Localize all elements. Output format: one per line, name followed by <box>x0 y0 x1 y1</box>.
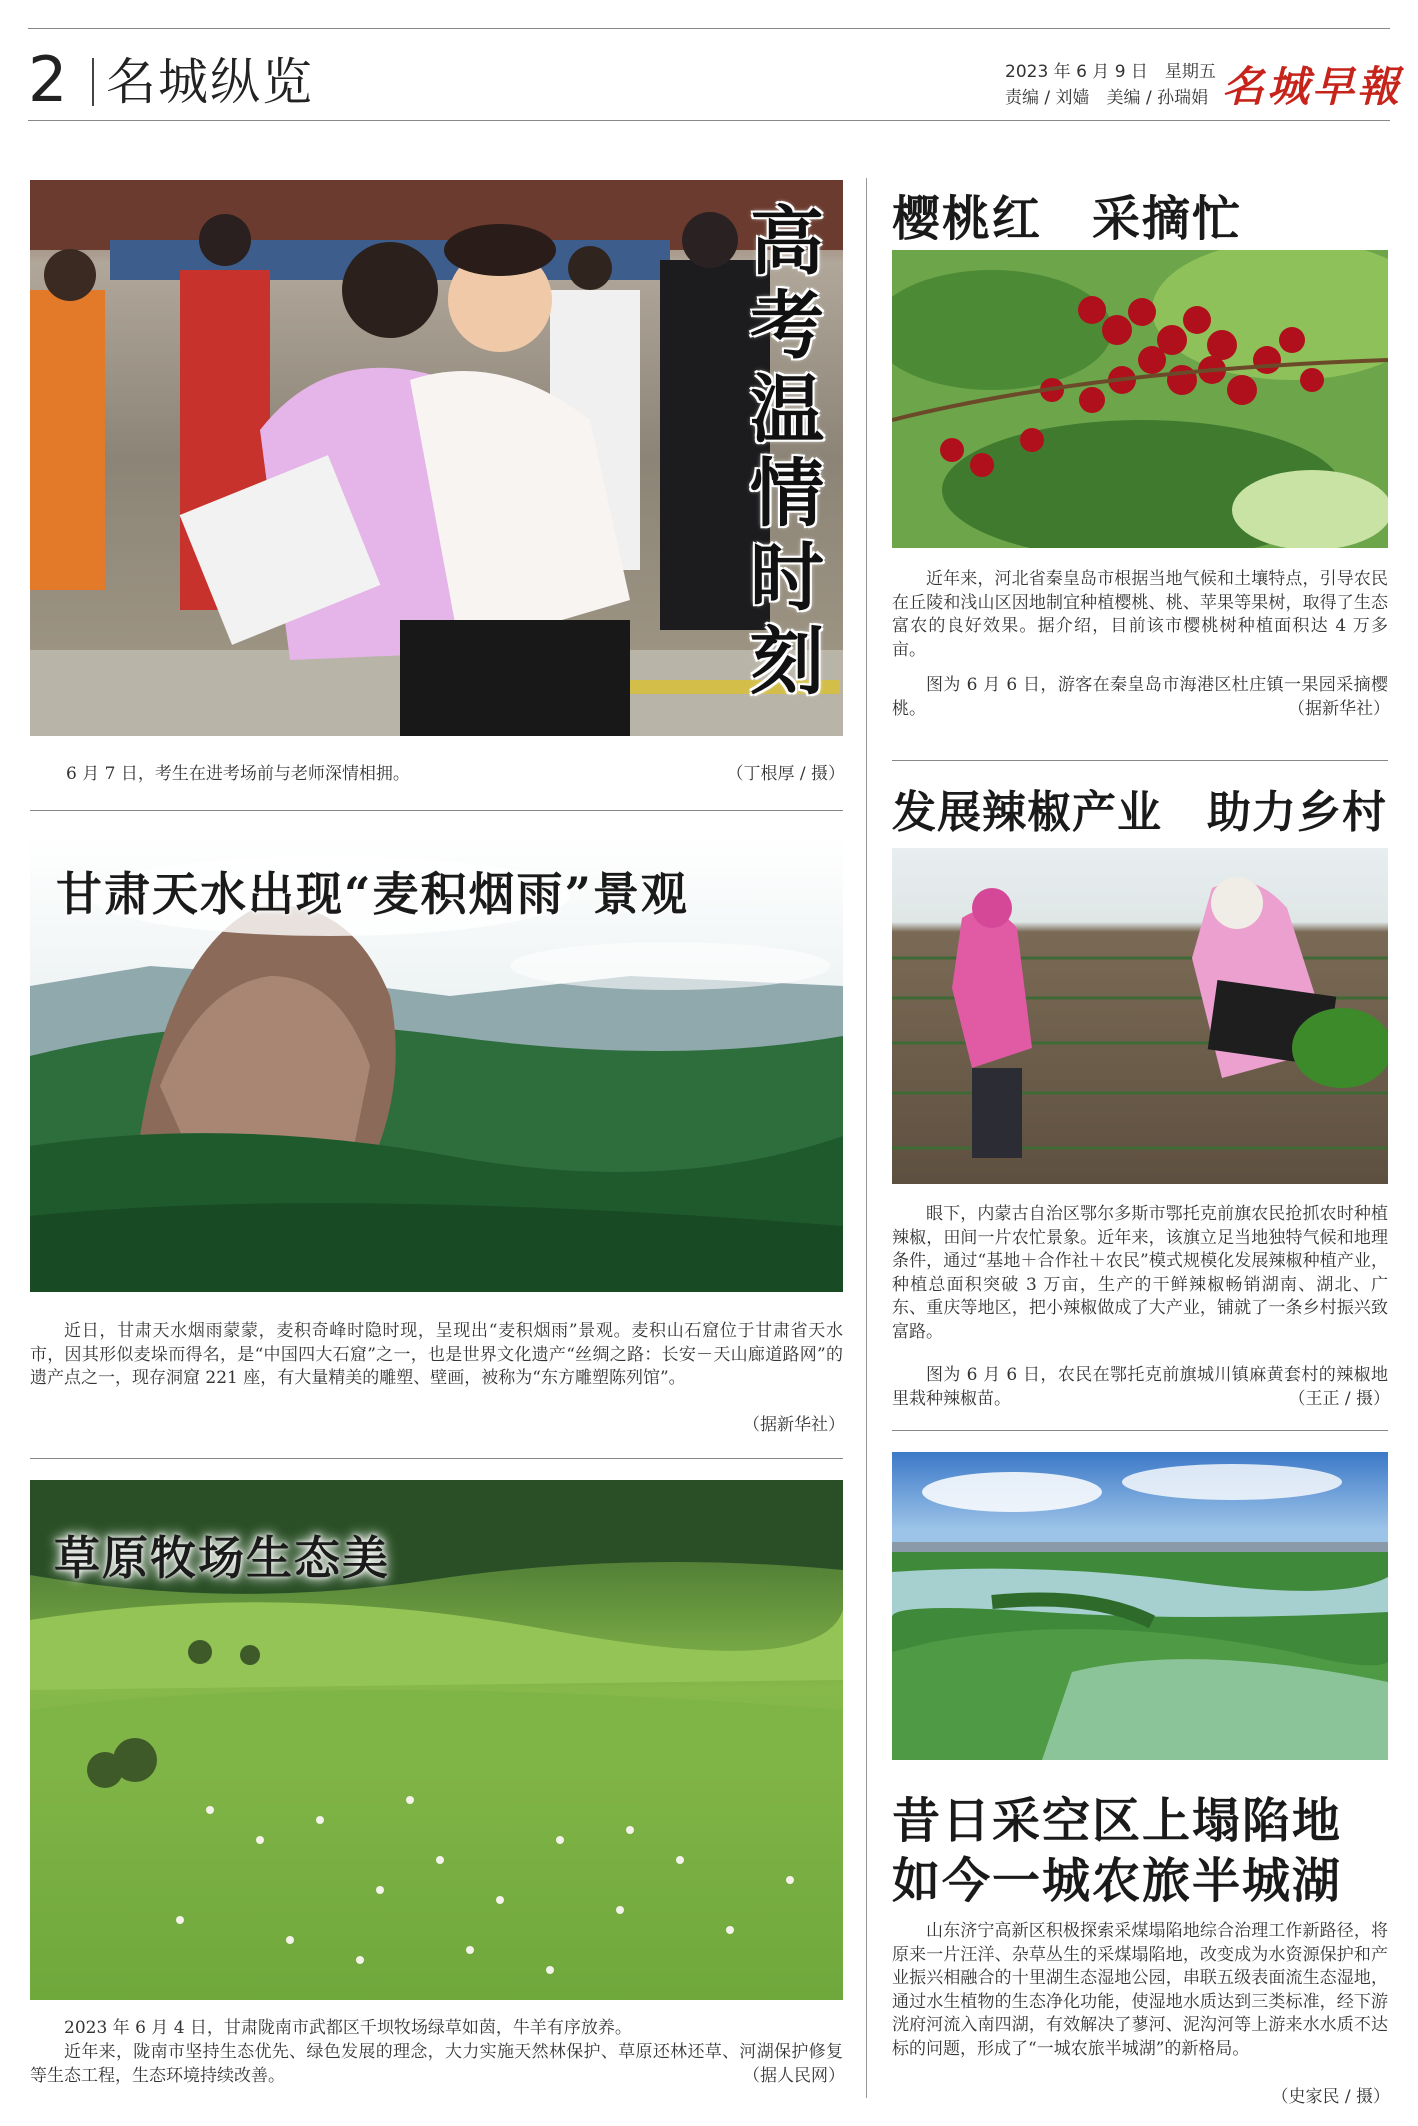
title-char: 刻 <box>750 619 824 705</box>
lake-body: 山东济宁高新区积极探索采煤塌陷地综合治理工作新路径，将原来一片汪洋、杂草丛生的采煤塌陷地，改变成为水资源保护和产业振兴相融合的十里湖生态湿地公园，串联五级表面流生态湿地，通过水生植物的生态净化功能，使湿地水质达到三类标准，经下游洸府河流入南四湖，有效解决了蓼河、泥沟河等上游来水水质不达标的问题，形成了“一城农旅半城湖”的新格局。 <box>892 1921 1388 2059</box>
cherry-credit: （据新华社） <box>1288 699 1390 719</box>
grassland-credit: （据人民网） <box>743 2066 845 2086</box>
maiji-headline: 甘肃天水出现“麦积烟雨”景观 <box>56 867 689 921</box>
gaokao-vertical-title <box>744 200 830 704</box>
pepper-field-photo <box>892 848 1388 1184</box>
title-char: 时 <box>750 535 824 621</box>
page-number: 2 <box>28 43 68 116</box>
pepper-credit: （王正 / 摄） <box>1288 1389 1390 1409</box>
lake-headline-line1: 昔日采空区上塌陷地 <box>892 1793 1343 1849</box>
grassland-body-2: 近年来，陇南市坚持生态优先、绿色发展的理念，大力实施天然林保护、草原还林还草、河湖保护修复等生态工程，生态环境持续改善。 <box>30 2042 843 2086</box>
column-divider <box>866 178 867 2098</box>
title-char: 高 <box>750 199 824 285</box>
gaokao-caption: 6 月 7 日，考生在进考场前与老师深情相拥。 <box>66 764 410 784</box>
cherry-body-2: 图为 6 月 6 日，游客在秦皇岛市海港区杜庄镇一果园采摘樱桃。 <box>892 675 1388 719</box>
editors-credit: 责编 / 刘嫱 美编 / 孙瑞娟 <box>1005 88 1209 108</box>
story-divider <box>30 810 843 811</box>
header-separator <box>92 58 94 106</box>
story-divider <box>892 760 1388 761</box>
story-divider <box>892 1430 1388 1431</box>
grassland-body: 2023 年 6 月 4 日，甘肃陇南市武都区千坝牧场绿草如茵，牛羊有序放养。 <box>64 2018 632 2038</box>
maiji-credit: （据新华社） <box>743 1415 845 1435</box>
title-char: 情 <box>750 451 824 537</box>
section-title: 名城纵览 <box>106 53 314 111</box>
title-char: 温 <box>750 367 824 453</box>
grassland-headline: 草原牧场生态美 <box>54 1531 390 1585</box>
maiji-body: 近日，甘肃天水烟雨蒙蒙，麦积奇峰时隐时现，呈现出“麦积烟雨”景观。麦积山石窟位于甘肃省天水市，因其形似麦垛而得名，是“中国四大石窟”之一，也是世界文化遗产“丝绸之路：长安－天山廊道路网”的遗产点之一，现存洞窟 221 座，有大量精美的雕塑、壁画，被称为“东方雕塑陈列馆”。 <box>30 1321 843 1388</box>
cherry-body: 近年来，河北省秦皇岛市根据当地气候和土壤特点，引导农民在丘陵和浅山区因地制宜种植樱桃、桃、苹果等果树，取得了生态富农的良好效果。据介绍，目前该市樱桃树种植面积达 4 万多亩。 <box>892 569 1388 660</box>
issue-date: 2023 年 6 月 9 日 星期五 <box>1005 62 1216 82</box>
cherry-photo <box>892 250 1388 548</box>
lake-headline-line2: 如今一城农旅半城湖 <box>892 1853 1343 1909</box>
pepper-body-2: 图为 6 月 6 日，农民在鄂托克前旗城川镇麻黄套村的辣椒地里栽种辣椒苗。 <box>892 1365 1388 1409</box>
top-rule <box>28 28 1390 29</box>
pepper-body: 眼下，内蒙古自治区鄂尔多斯市鄂托克前旗农民抢抓农时种植辣椒，田间一片农忙景象。近年来，该旗立足当地独特气候和地理条件，通过“基地＋合作社＋农民”模式规模化发展辣椒种植产业，种植总面积突破 3 万亩，生产的干鲜辣椒畅销湖南、湖北、广东、重庆等地区，把小辣椒做成了大产业，铺就了一条乡村振兴致富路。 <box>892 1204 1388 1342</box>
wetland-lake-photo <box>892 1452 1388 1760</box>
gaokao-hug-photo <box>30 180 843 736</box>
pepper-headline: 发展辣椒产业 助力乡村 <box>892 787 1387 838</box>
newspaper-masthead: 名城早報 <box>1222 62 1403 111</box>
story-divider <box>30 1458 843 1459</box>
title-char: 考 <box>750 283 824 369</box>
header-rule <box>28 120 1390 121</box>
gaokao-credit: （丁根厚 / 摄） <box>726 764 845 784</box>
lake-credit: （史家民 / 摄） <box>1180 2086 1390 2109</box>
cherry-headline: 樱桃红 采摘忙 <box>892 191 1243 247</box>
